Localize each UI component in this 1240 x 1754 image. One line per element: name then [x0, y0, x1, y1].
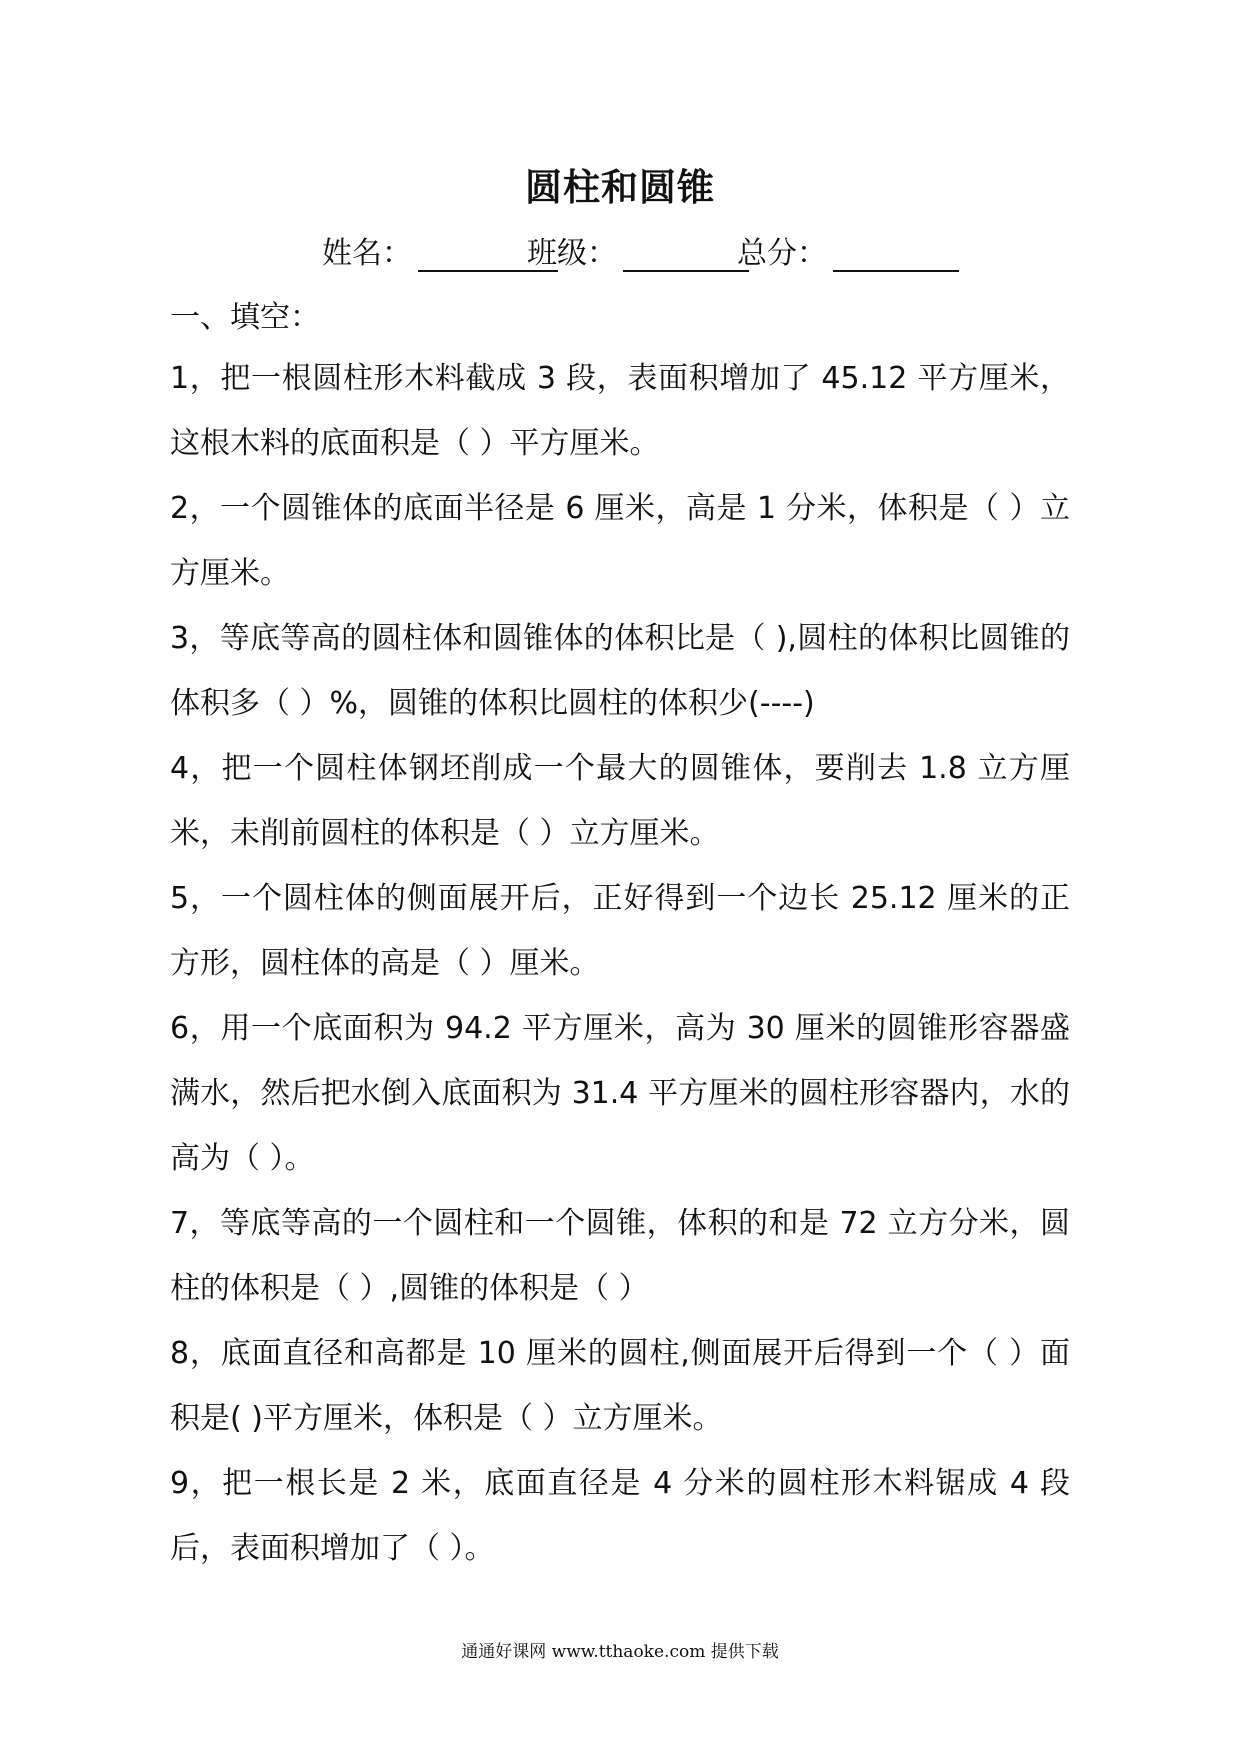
question-3: 3，等底等高的圆柱体和圆锥体的体积比是（ ),圆柱的体积比圆锥的体积多（ ）%，圆锥的体积比圆柱的体积少(----): [170, 621, 1070, 721]
question-9: 9，把一根长是 2 米，底面直径是 4 分米的圆柱形木料锯成 4 段后，表面积增加了（ ）。: [170, 1466, 1070, 1566]
score-label: 总分：: [737, 236, 827, 271]
question-5: 5，一个圆柱体的侧面展开后，正好得到一个边长 25.12 厘米的正方形，圆柱体的高是（ ）厘米。: [170, 881, 1070, 981]
document-title: 圆柱和圆锥: [525, 166, 715, 209]
question-8: 8，底面直径和高都是 10 厘米的圆柱,侧面展开后得到一个（ ）面积是( )平方厘米，体积是（ ）立方厘米。: [170, 1336, 1070, 1436]
name-label: 姓名：: [322, 236, 412, 271]
footer-download-note: 通通好课网 www.tthaoke.com 提供下载: [461, 1642, 779, 1662]
question-6: 6，用一个底面积为 94.2 平方厘米，高为 30 厘米的圆锥形容器盛满水，然后把水倒入底面积为 31.4 平方厘米的圆柱形容器内，水的高为（ ）。: [170, 1011, 1070, 1176]
question-4: 4，把一个圆柱体钢坯削成一个最大的圆锥体，要削去 1.8 立方厘米，未削前圆柱的体积是（ ）立方厘米。: [170, 751, 1070, 851]
name-field: [322, 228, 558, 272]
class-field: [527, 228, 749, 272]
section-heading: 一、填空：: [170, 300, 320, 335]
student-info-row: [322, 228, 1082, 276]
class-blank-line: [623, 234, 749, 272]
class-label: 班级：: [527, 236, 617, 271]
score-field: [737, 228, 959, 272]
question-1: 1，把一根圆柱形木料截成 3 段，表面积增加了 45.12 平方厘米，这根木料的底面积是（ ）平方厘米。: [170, 361, 1070, 461]
question-2: 2，一个圆锥体的底面半径是 6 厘米，高是 1 分米，体积是（ ）立方厘米。: [170, 491, 1070, 591]
question-7: 7，等底等高的一个圆柱和一个圆锥，体积的和是 72 立方分米，圆柱的体积是（ ）,圆锥的体积是（ ）: [170, 1206, 1070, 1306]
score-blank-line: [833, 234, 959, 272]
question-list: [170, 346, 1070, 1581]
